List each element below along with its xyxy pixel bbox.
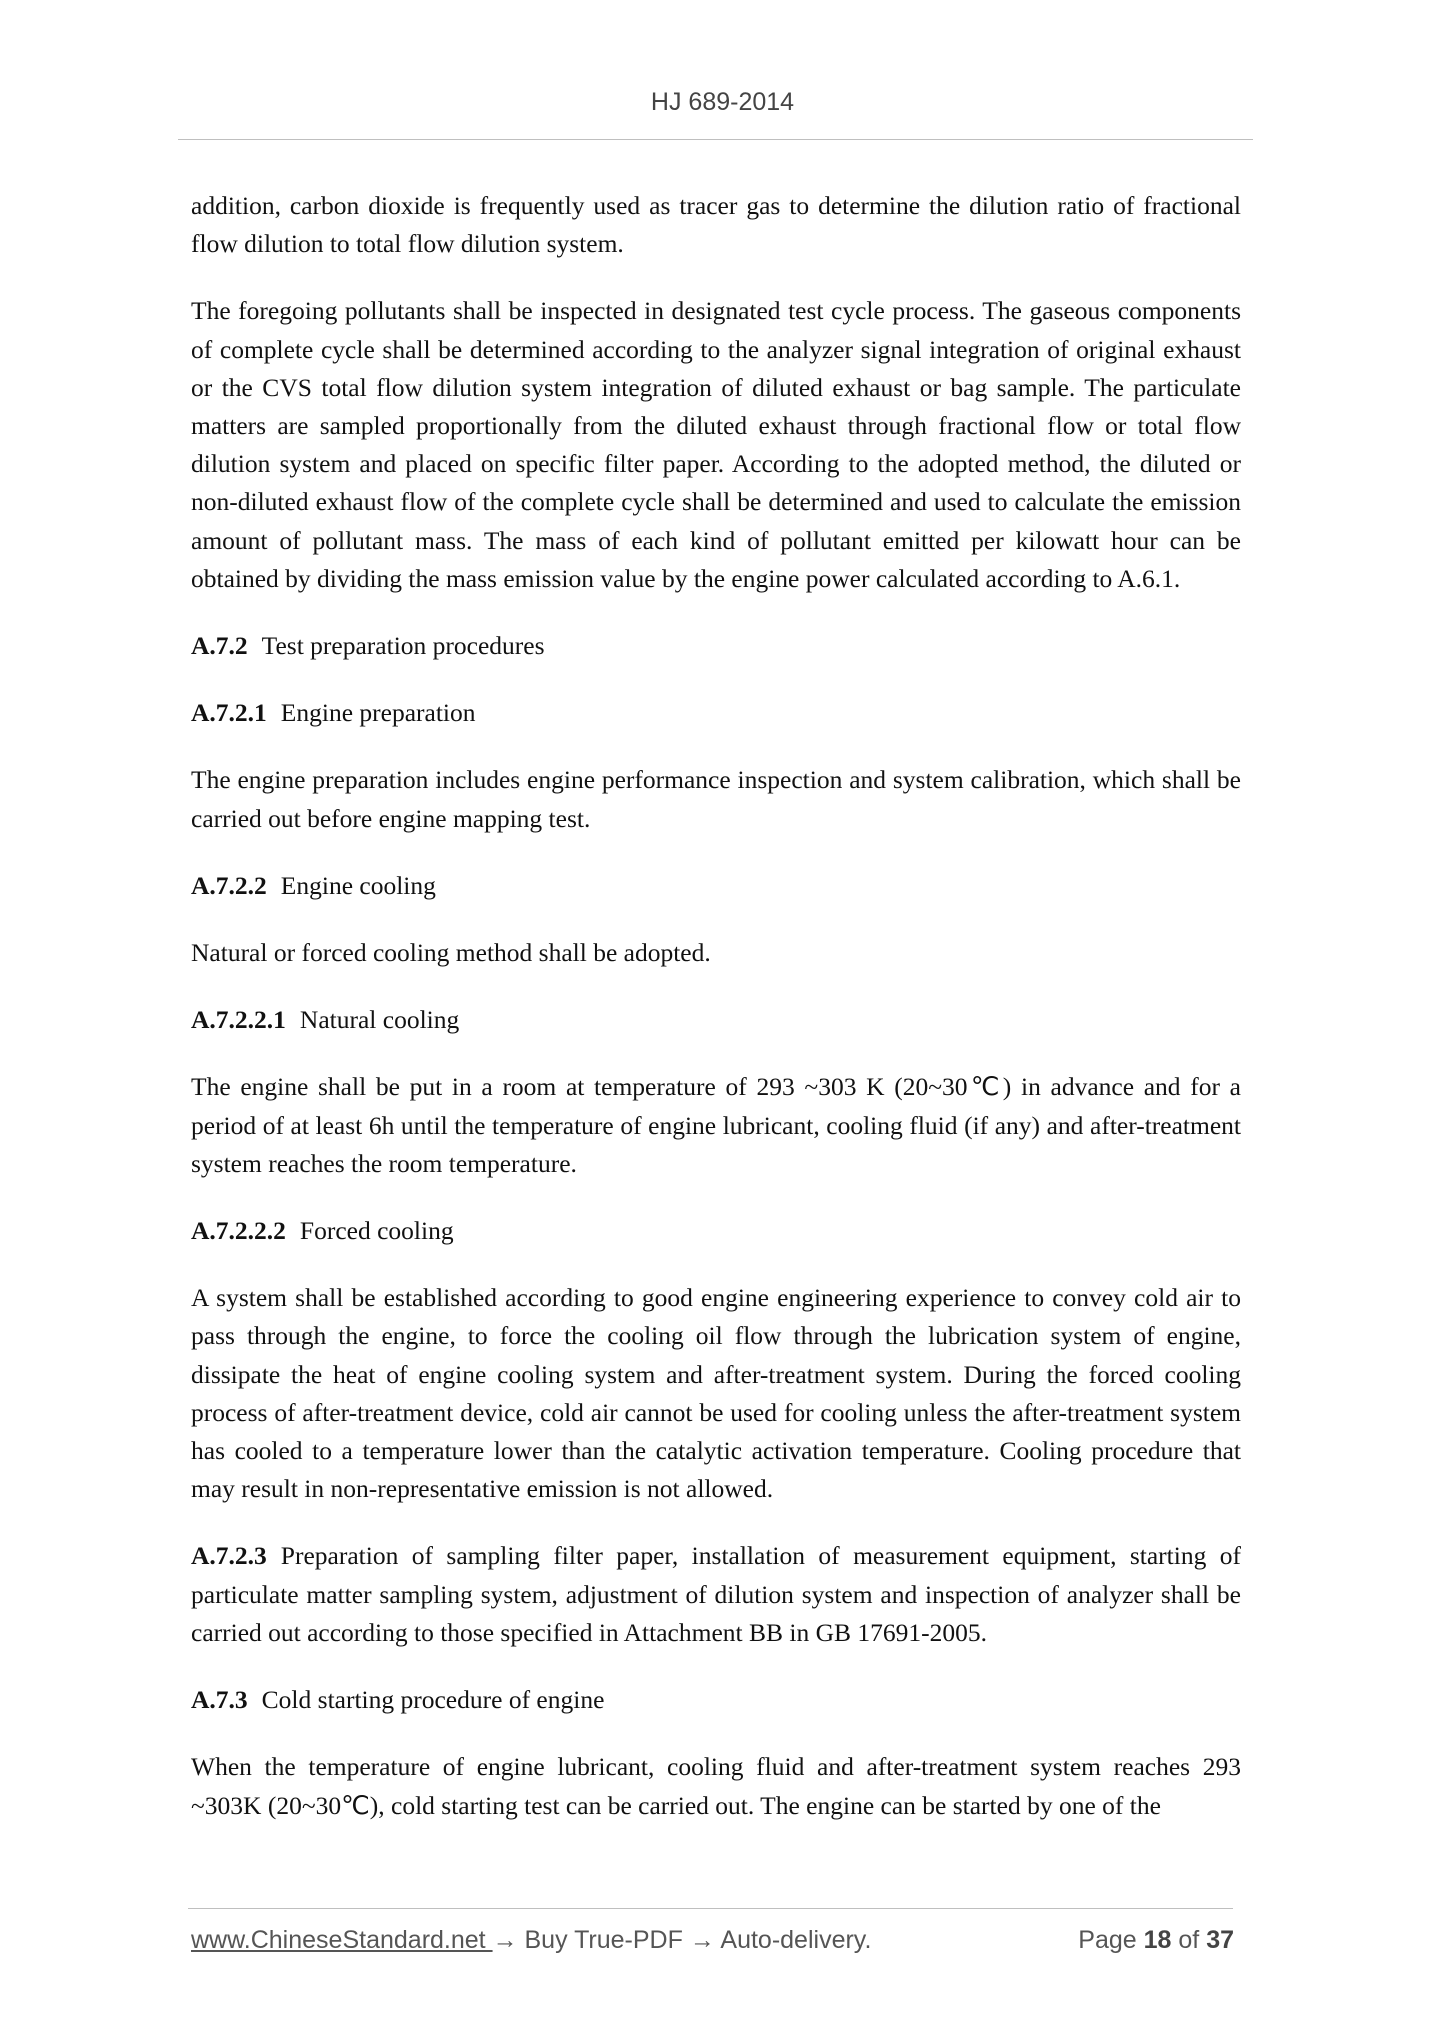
total-pages: 37: [1206, 1926, 1234, 1954]
paragraph: When the temperature of engine lubricant, cooling fluid and after-treatment system reaches 293 ~303K (20~30℃), cold starting test can be carried out. The engine can be started by one of the: [191, 1752, 1241, 1820]
paragraph: The engine preparation includes engine performance inspection and system calibration, which shall be carried out before engine mapping test.: [191, 765, 1241, 833]
section-heading-a721: [191, 694, 1241, 732]
section-title: Cold starting procedure of engine: [261, 1685, 605, 1715]
section-title: Forced cooling: [299, 1216, 454, 1246]
of-label: of: [1178, 1926, 1200, 1954]
page-header: HJ 689-2014: [650, 88, 795, 116]
section-heading-a722: [191, 867, 1241, 905]
paragraph: addition, carbon dioxide is frequently used as tracer gas to determine the dilution ratio of fractional flow dilution to total flow dilution system.: [191, 191, 1241, 259]
paragraph: Natural or forced cooling method shall be adopted.: [191, 938, 711, 968]
section-number: A.7.2.2.2: [191, 1216, 286, 1246]
section-number: A.7.3: [191, 1685, 248, 1715]
paragraph: The foregoing pollutants shall be inspected in designated test cycle process. The gaseous components of complete cycle shall be determined according to the analyzer signal integration of original exhaust or the CVS total flow dilution system integration of diluted exhaust or bag sample. The particulate matters are sampled proportionally from the diluted exhaust through fractional flow or total flow dilution system and placed on specific filter paper. According to the adopted method, the diluted or non-diluted exhaust flow of the complete cycle shall be determined and used to calculate the emission amount of pollutant mass. The mass of each kind of pollutant emitted per kilowatt hour can be obtained by dividing the mass emission value by the engine power calculated according to A.6.1.: [191, 296, 1241, 593]
section-heading-a72: [191, 627, 1241, 665]
section-number: A.7.2.3: [191, 1541, 267, 1571]
promo-text: → Buy True-PDF → Auto-delivery.: [492, 1926, 872, 1954]
paragraph: A system shall be established according to good engine engineering experience to convey cold air to pass through the engine, to force the cooling oil flow through the lubrication system of engine, dissipate the heat of engine cooling system and after-treatment system. During the forced cooling process of after-treatment device, cold air cannot be used for cooling unless the after-treatment system has cooled to a temperature lower than the catalytic activation temperature. Cooling procedure that may result in non-representative emission is not allowed.: [191, 1283, 1241, 1504]
document-body: [191, 187, 1241, 1854]
current-page: 18: [1143, 1926, 1172, 1954]
page-footer: [191, 1926, 1234, 1960]
page-label: Page: [1078, 1926, 1137, 1954]
section-title: Engine cooling: [280, 870, 436, 900]
paragraph: The engine shall be put in a room at temperature of 293 ~303 K (20~30℃) in advance and for a period of at least 6h until the temperature of engine lubricant, cooling fluid (if any) and after-treatment system reaches the room temperature.: [191, 1072, 1241, 1178]
website-link[interactable]: www.ChineseStandard.net: [191, 1926, 493, 1954]
section-a723: [191, 1537, 1241, 1652]
section-number: A.7.2.1: [191, 698, 267, 728]
footer-divider: [188, 1908, 1233, 1909]
paragraph-text: Preparation of sampling filter paper, installation of measurement equipment, starting of particulate matter sampling system, adjustment of dilution system and inspection of analyzer shall be carried out according to those specified in Attachment BB in GB 17691-2005.: [191, 1541, 1241, 1647]
header-divider: [178, 139, 1253, 140]
section-number: A.7.2: [191, 631, 248, 661]
section-heading-a7221: [191, 1001, 1241, 1039]
section-heading-a73: [191, 1681, 1241, 1719]
page-number: [1078, 1926, 1234, 1955]
section-number: A.7.2.2: [191, 870, 267, 900]
section-title: Natural cooling: [299, 1005, 460, 1035]
section-title: Engine preparation: [280, 698, 476, 728]
footer-promo: [191, 1926, 871, 1955]
section-number: A.7.2.2.1: [191, 1005, 286, 1035]
section-heading-a7222: [191, 1212, 1241, 1250]
section-title: Test preparation procedures: [261, 631, 545, 661]
